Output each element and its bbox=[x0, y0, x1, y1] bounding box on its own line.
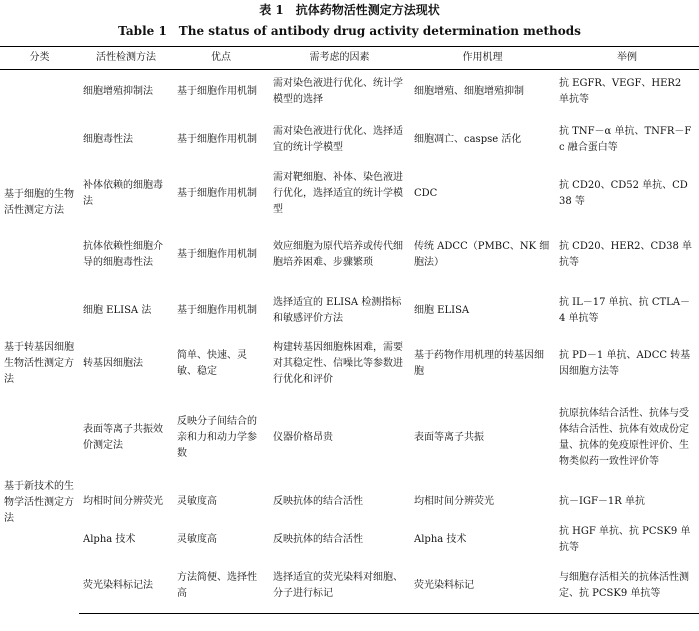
table-row bbox=[0, 115, 699, 165]
example-cell: 抗 HGF 单抗、抗 PCSK9 单抗等 bbox=[559, 525, 691, 553]
advantage-cell: 反映分子间结合的亲和力和动力学参数 bbox=[177, 415, 257, 459]
example-cell: 抗 TNF－α 单抗、TNFR－Fc 融合蛋白等 bbox=[559, 125, 692, 153]
table-row bbox=[0, 559, 699, 614]
method-cell: 补体依赖的细胞毒法 bbox=[83, 180, 163, 207]
mechanism-cell: 传统 ADCC（PMBC、NK 细胞法） bbox=[414, 240, 550, 268]
example-cell: 抗－IGF－1R 单抗 bbox=[559, 495, 645, 507]
method-cell: 荧光染料标记法 bbox=[79, 559, 173, 614]
example-cell: 抗 IL－17 单抗、抗 CTLA－4 单抗等 bbox=[559, 296, 691, 324]
method-cell: Alpha 技术 bbox=[83, 533, 136, 545]
category-cell: 基于转基因细胞生物活性测定方法 bbox=[4, 342, 74, 385]
table-title-cn: 表 1 抗体药物活性测定方法现状 bbox=[259, 3, 440, 17]
mechanism-cell: 细胞凋亡、caspse 活化 bbox=[414, 133, 522, 145]
category-cell: 基于新技术的生物学活性测定方法 bbox=[4, 481, 74, 524]
mechanism-cell: 表面等离子共振 bbox=[414, 431, 484, 443]
table-row bbox=[0, 70, 699, 115]
table-row bbox=[0, 483, 699, 521]
header-mechanism: 作用机理 bbox=[410, 47, 555, 70]
factor-cell: 构建转基因细胞株困难，需要对其稳定性、信噪比等参数进行优化和评价 bbox=[273, 342, 403, 385]
header-example: 举例 bbox=[555, 47, 699, 70]
table-row bbox=[0, 165, 699, 224]
header-factor: 需考虑的因素 bbox=[269, 47, 410, 70]
example-cell: 抗 EGFR、VEGF、HER2 单抗等 bbox=[559, 78, 682, 106]
mechanism-cell: Alpha 技术 bbox=[414, 533, 467, 545]
example-cell: 抗 CD20、HER2、CD38 单抗等 bbox=[559, 240, 693, 268]
method-cell: 均相时间分辨荧光 bbox=[83, 495, 163, 507]
factor-cell: 选择适宜的 ELISA 检测指标和敏感评价方法 bbox=[273, 296, 402, 324]
advantage-cell: 基于细胞作用机制 bbox=[177, 86, 257, 98]
example-cell: 与细胞存活相关的抗体活性测定、抗 PCSK9 单抗等 bbox=[555, 559, 699, 614]
example-cell: 抗 CD20、CD52 单抗、CD38 等 bbox=[559, 180, 688, 207]
example-cell: 抗 PD－1 单抗、ADCC 转基因细胞方法等 bbox=[559, 350, 691, 377]
method-cell: 细胞增殖抑制法 bbox=[83, 86, 153, 98]
advantage-cell: 基于细胞作用机制 bbox=[177, 133, 257, 145]
advantage-cell: 灵敏度高 bbox=[177, 495, 217, 507]
factor-cell: 选择适宜的荧光染料对细胞、分子进行标记 bbox=[269, 559, 410, 614]
table-title-en: Table 1 The status of antibody drug activity determination methods bbox=[118, 24, 581, 38]
mechanism-cell: 细胞增殖、细胞增殖抑制 bbox=[414, 86, 524, 98]
table-row bbox=[0, 521, 699, 559]
header-category: 分类 bbox=[0, 47, 79, 70]
factor-cell: 反映抗体的结合活性 bbox=[273, 533, 363, 545]
method-cell: 细胞 ELISA 法 bbox=[83, 304, 152, 316]
method-cell: 转基因细胞法 bbox=[83, 358, 143, 369]
activity-methods-table bbox=[0, 46, 699, 614]
factor-cell: 需对染色液进行优化、选择适宜的统计学模型 bbox=[273, 125, 403, 153]
advantage-cell: 基于细胞作用机制 bbox=[177, 304, 257, 316]
mechanism-cell: CDC bbox=[414, 188, 438, 199]
factor-cell: 反映抗体的结合活性 bbox=[273, 495, 363, 507]
mechanism-cell: 基于药物作用机理的转基因细胞 bbox=[414, 350, 544, 377]
mechanism-cell: 均相时间分辨荧光 bbox=[414, 495, 494, 507]
factor-cell: 仪器价格昂贵 bbox=[273, 431, 333, 443]
advantage-cell: 基于细胞作用机制 bbox=[177, 188, 257, 199]
mechanism-cell: 荧光染料标记 bbox=[410, 559, 555, 614]
header-advantage: 优点 bbox=[173, 47, 269, 70]
header-method: 活性检测方法 bbox=[79, 47, 173, 70]
factor-cell: 效应细胞为原代培养或传代细胞培养困难、步骤繁琐 bbox=[273, 240, 403, 268]
table-row bbox=[0, 393, 699, 483]
example-cell: 抗原抗体结合活性、抗体与受体结合活性、抗体有效成份定量、抗体的免疫原性评价、生物类似药一致性评价等 bbox=[559, 407, 689, 467]
mechanism-cell: 细胞 ELISA bbox=[414, 304, 470, 316]
method-cell: 表面等离子共振效价测定法 bbox=[83, 423, 163, 451]
table-row bbox=[0, 336, 699, 393]
advantage-cell: 方法简便、选择性高 bbox=[173, 559, 269, 614]
table-row bbox=[0, 286, 699, 336]
advantage-cell: 简单、快速、灵敏、稳定 bbox=[177, 350, 247, 377]
advantage-cell: 灵敏度高 bbox=[177, 533, 217, 545]
category-cell: 基于细胞的生物活性测定方法 bbox=[4, 188, 74, 216]
method-cell: 抗体依赖性细胞介导的细胞毒性法 bbox=[83, 240, 163, 268]
factor-cell: 需对染色液进行优化、统计学模型的选择 bbox=[273, 78, 403, 106]
advantage-cell: 基于细胞作用机制 bbox=[177, 248, 257, 260]
method-cell: 细胞毒性法 bbox=[83, 133, 133, 145]
table-header-row bbox=[0, 47, 699, 70]
table-row bbox=[0, 224, 699, 286]
factor-cell: 需对靶细胞、补体、染色液进行优化，选择适宜的统计学模型 bbox=[273, 172, 403, 215]
